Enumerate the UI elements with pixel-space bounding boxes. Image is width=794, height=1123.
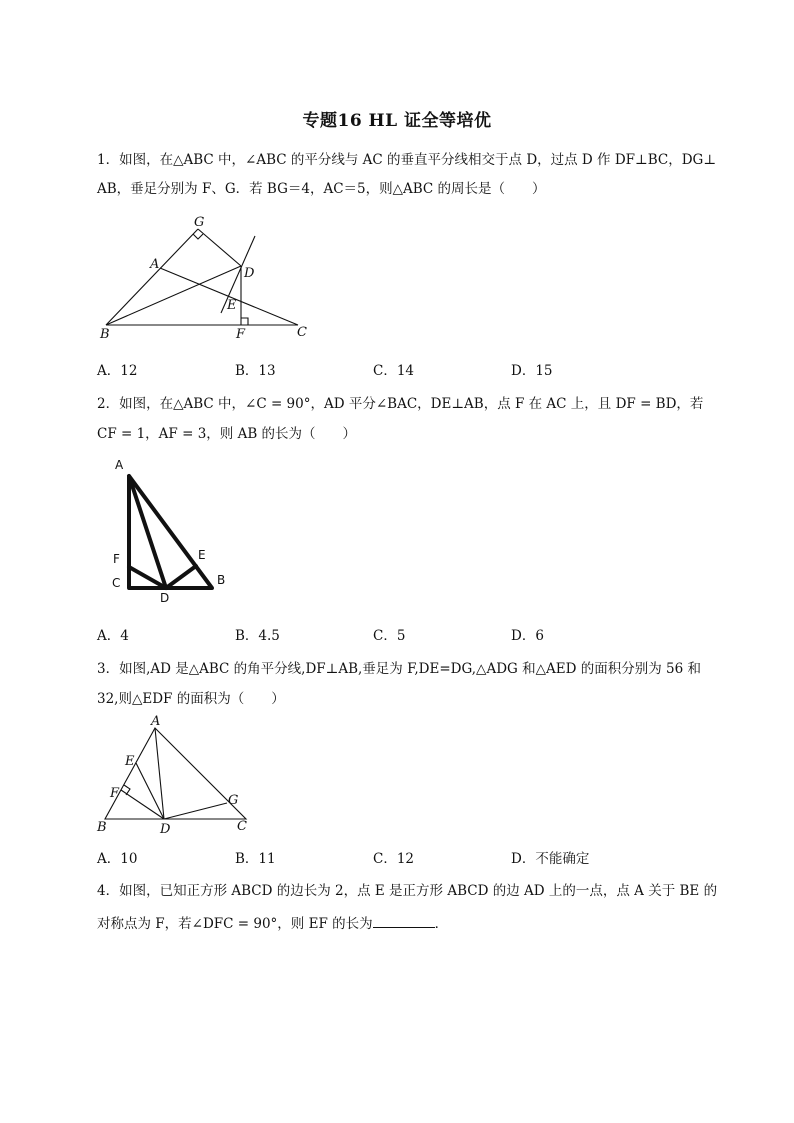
q2-label-a: A xyxy=(115,458,124,472)
q2-option-d: D．6 xyxy=(511,628,544,644)
q3-option-c: C．12 xyxy=(373,851,415,867)
question-4-line-end: ． xyxy=(434,916,449,932)
question-4-line-2 xyxy=(97,912,448,932)
q1-option-d: D．15 xyxy=(511,363,553,379)
question-4-line-1: 4．如图，已知正方形 ABCD 的边长为 2，点 E 是正方形 ABCD 的边 AD 上的一点，点 A 关于 BE 的 xyxy=(97,883,718,899)
question-1-line-1: 1．如图，在△ABC 中，∠ABC 的平分线与 AC 的垂直平分线相交于点 D，过点 D 作 DF⊥BC，DG⊥ xyxy=(97,152,717,168)
q3-label-e: E xyxy=(125,754,135,769)
q1-label-a: A xyxy=(150,257,160,272)
q2-label-c: C xyxy=(112,576,121,590)
q3-option-a: A．10 xyxy=(97,851,138,867)
q3-label-d: D xyxy=(160,822,171,837)
q3-label-a: A xyxy=(151,714,161,729)
q3-label-b: B xyxy=(97,820,107,835)
q1-label-e: E xyxy=(227,298,237,313)
q1-label-f: F xyxy=(236,327,246,342)
answer-blank xyxy=(373,915,435,928)
question-3-line-2: 32,则△EDF 的面积为（ ） xyxy=(97,691,285,707)
q3-option-b: B．11 xyxy=(235,851,276,867)
q3-option-d: D．不能确定 xyxy=(511,851,590,867)
q1-label-d: D xyxy=(244,266,255,281)
question-4-line-2-text: 对称点为 F，若∠DFC = 90°，则 EF 的长为 xyxy=(97,916,373,932)
q2-label-f: F xyxy=(113,552,120,566)
question-2-line-2: CF = 1，AF = 3，则 AB 的长为（ ） xyxy=(97,426,357,442)
q2-label-b: B xyxy=(217,573,226,587)
question-3-line-1: 3．如图,AD 是△ABC 的角平分线,DF⊥AB,垂足为 F,DE=DG,△ADG 和△AED 的面积分别为 56 和 xyxy=(97,661,701,677)
q2-option-a: A．4 xyxy=(97,628,129,644)
q1-option-a: A．12 xyxy=(97,363,138,379)
q2-label-e: E xyxy=(198,548,206,562)
q2-option-b: B．4.5 xyxy=(235,628,280,644)
q3-label-g: G xyxy=(228,793,239,808)
q3-label-f: F xyxy=(110,786,120,801)
q3-label-c: C xyxy=(237,819,247,834)
page-title: 专题16 HL 证全等培优 xyxy=(302,111,492,131)
q2-option-c: C．5 xyxy=(373,628,406,644)
q1-label-g: G xyxy=(194,215,205,230)
question-1-line-2: AB，垂足分别为 F、G．若 BG＝4，AC＝5，则△ABC 的周长是（ ） xyxy=(97,181,546,197)
q1-label-c: C xyxy=(297,325,307,340)
q1-option-c: C．14 xyxy=(373,363,415,379)
q2-label-d: D xyxy=(160,591,170,605)
question-2-line-1: 2．如图，在△ABC 中，∠C = 90°，AD 平分∠BAC，DE⊥AB，点 F 在 AC 上，且 DF = BD，若 xyxy=(97,396,704,412)
q1-label-b: B xyxy=(100,327,110,342)
q1-option-b: B．13 xyxy=(235,363,276,379)
